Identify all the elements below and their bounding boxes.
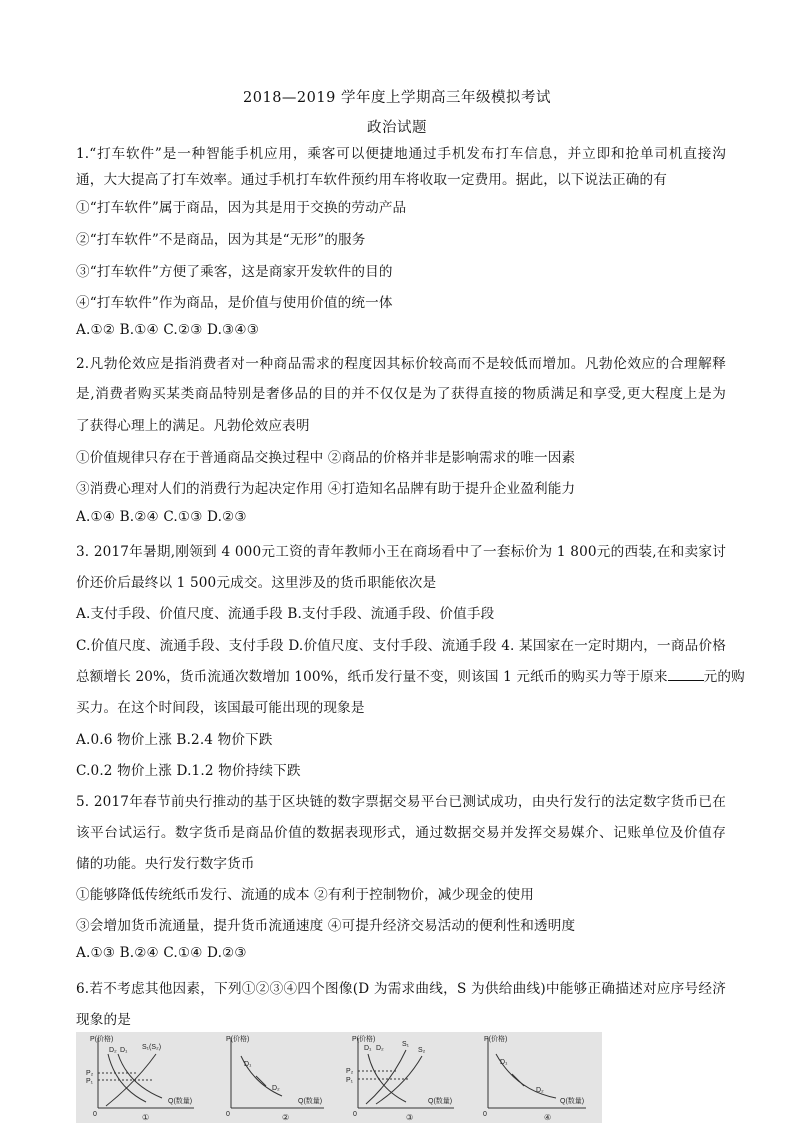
graph-2-label-d2: D₂ — [272, 1085, 280, 1092]
q5-stem-line-1: 5. 2017年春节前央行推动的基于区块链的数字票据交易平台已测试成功，由央行发行的法定数字货币已在 — [76, 794, 726, 810]
graph-2-label-d1: D₁ — [244, 1061, 252, 1068]
q4-stem-line-2: 买力。在这个时间段，该国最可能出现的现象是 — [76, 700, 365, 716]
q1-option-1: ①“打车软件”属于商品，因为其是用于交换的劳动产品 — [76, 200, 407, 216]
graph-4-label-d2: D₂ — [536, 1087, 544, 1094]
graph-3-label-d2: D₂ — [376, 1045, 384, 1052]
q5-stem-line-3: 储的功能。央行发行数字货币 — [76, 856, 255, 872]
graph-2-number: ② — [282, 1113, 290, 1122]
graph-3-xlabel: Q(数量) — [428, 1098, 453, 1105]
q5-options-row-2: ③会增加货币流通量，提升货币流通速度 ④可提升经济交易活动的便利性和透明度 — [76, 918, 576, 934]
graph-3-label-s1: S₁ — [402, 1041, 410, 1048]
supply-demand-figures — [76, 1032, 602, 1123]
graph-4 — [483, 1034, 586, 1122]
graph-1-label-d1: D₁ — [120, 1047, 128, 1054]
graph-3-label-p2: P₂ — [346, 1068, 354, 1075]
q3-stem-line-2: 价还价后最终以 1 500元成交。这里涉及的货币职能依次是 — [76, 575, 437, 591]
q4-answers-row-1: A.0.6 物价上涨 B.2.4 物价下跌 — [76, 732, 273, 748]
graph-4-label-d1: D₁ — [500, 1059, 508, 1066]
exam-subtitle: 政治试题 — [367, 120, 427, 136]
exam-title: 2018—2019 学年度上学期高三年级模拟考试 — [243, 90, 551, 106]
q2-options-row-2: ③消费心理对人们的消费行为起决定作用 ④打造知名品牌有助于提升企业盈利能力 — [76, 481, 576, 497]
q4-stem-text-end: 元的购 — [703, 669, 745, 685]
graph-3-label-p1: P₁ — [346, 1077, 354, 1084]
q2-answers: A.①④ B.②④ C.①③ D.②③ — [76, 509, 247, 525]
q1-option-2: ②“打车软件”不是商品，因为其是“无形”的服务 — [76, 232, 366, 248]
q1-option-3: ③“打车软件”方便了乘客，这是商家开发软件的目的 — [76, 264, 393, 280]
graph-3-label-d1: D₁ — [364, 1045, 372, 1052]
graph-1-label-p1: P₁ — [86, 1078, 94, 1085]
graph-2-ylabel: P(价格) — [226, 1036, 250, 1043]
q2-stem-line-1: 2.凡勃伦效应是指消费者对一种商品需求的程度因其标价较高而不是较低而增加。凡勃伦效应的合理解释 — [76, 356, 726, 372]
q6-stem-line-1: 6.若不考虑其他因素，下列①②③④四个图像(D 为需求曲线，S 为供给曲线)中能够正确描述对应序号经济 — [76, 981, 726, 997]
q3-answers-row-2: C.价值尺度、流通手段、支付手段 D.价值尺度、支付手段、流通手段 4. 某国家在一定时期内，一商品价格 — [76, 638, 726, 654]
graph-2-xlabel: Q(数量) — [298, 1098, 323, 1105]
q4-stem-line-1 — [76, 665, 745, 685]
graph-1-label-s: S₁(S₂) — [142, 1044, 162, 1051]
q1-stem-line-1: 1.“打车软件”是一种智能手机应用，乘客可以便捷地通过手机发布打车信息，并立即和抢单司机直接沟 — [76, 146, 726, 162]
q5-answers: A.①③ B.②④ C.①④ D.②③ — [76, 945, 247, 961]
graph-2 — [226, 1034, 324, 1122]
q5-options-row-1: ①能够降低传统纸币发行、流通的成本 ②有利于控制物价，减少现金的使用 — [76, 887, 535, 903]
q2-stem-line-3: 了获得心理上的满足。凡勃伦效应表明 — [76, 418, 310, 434]
graph-2-origin: 0 — [226, 1111, 230, 1118]
fill-in-blank — [668, 668, 704, 681]
q6-stem-line-2: 现象的是 — [76, 1012, 131, 1028]
graph-4-ylabel: P(价格) — [484, 1036, 508, 1043]
q1-option-4: ④“打车软件”作为商品，是价值与使用价值的统一体 — [76, 295, 393, 311]
graph-1-ylabel: P(价格) — [90, 1036, 114, 1043]
q1-stem-line-2: 通，大大提高了打车效率。通过手机打车软件预约用车将收取一定费用。据此，以下说法正确的有 — [76, 172, 667, 188]
graph-1 — [86, 1034, 194, 1122]
graph-1-label-p2: P₂ — [86, 1070, 94, 1077]
graph-1-number: ① — [142, 1113, 150, 1122]
q1-answers: A.①② B.①④ C.②③ D.③④③ — [76, 322, 260, 338]
graph-4-xlabel: Q(数量) — [560, 1098, 585, 1105]
graph-4-number: ④ — [544, 1113, 552, 1122]
graph-1-origin: 0 — [93, 1111, 97, 1118]
graph-3-origin: 0 — [353, 1111, 357, 1118]
graph-3-number: ③ — [406, 1113, 414, 1122]
q3-stem-line-1: 3. 2017年暑期,刚领到 4 000元工资的青年教师小王在商场看中了一套标价为 1 800元的西装,在和卖家讨 — [76, 544, 726, 560]
graph-1-xlabel: Q(数量) — [168, 1098, 193, 1105]
graph-4-origin: 0 — [483, 1111, 487, 1118]
graph-3-label-s2: S₂ — [418, 1047, 426, 1054]
q2-options-row-1: ①价值规律只存在于普通商品交换过程中 ②商品的价格并非是影响需求的唯一因素 — [76, 450, 576, 466]
q4-stem-text: 总额增长 20%，货币流通次数增加 100%，纸币发行量不变，则该国 1 元纸币的购买力等于原来 — [76, 669, 668, 685]
q2-stem-line-2: 是,消费者购买某类商品特别是奢侈品的目的并不仅仅是为了获得直接的物质满足和享受,更大程度上是为 — [76, 386, 726, 402]
q5-stem-line-2: 该平台试运行。数字货币是商品价值的数据表现形式，通过数据交易并发挥交易媒介、记账单位及价值存 — [76, 825, 726, 841]
graph-3 — [346, 1034, 454, 1122]
graph-3-ylabel: P(价格) — [352, 1036, 376, 1043]
graph-1-label-d2: D₂ — [109, 1047, 117, 1054]
q3-answers-row-1: A.支付手段、价值尺度、流通手段 B.支付手段、流通手段、价值手段 — [76, 606, 495, 622]
q4-answers-row-2: C.0.2 物价上涨 D.1.2 物价持续下跌 — [76, 763, 301, 779]
